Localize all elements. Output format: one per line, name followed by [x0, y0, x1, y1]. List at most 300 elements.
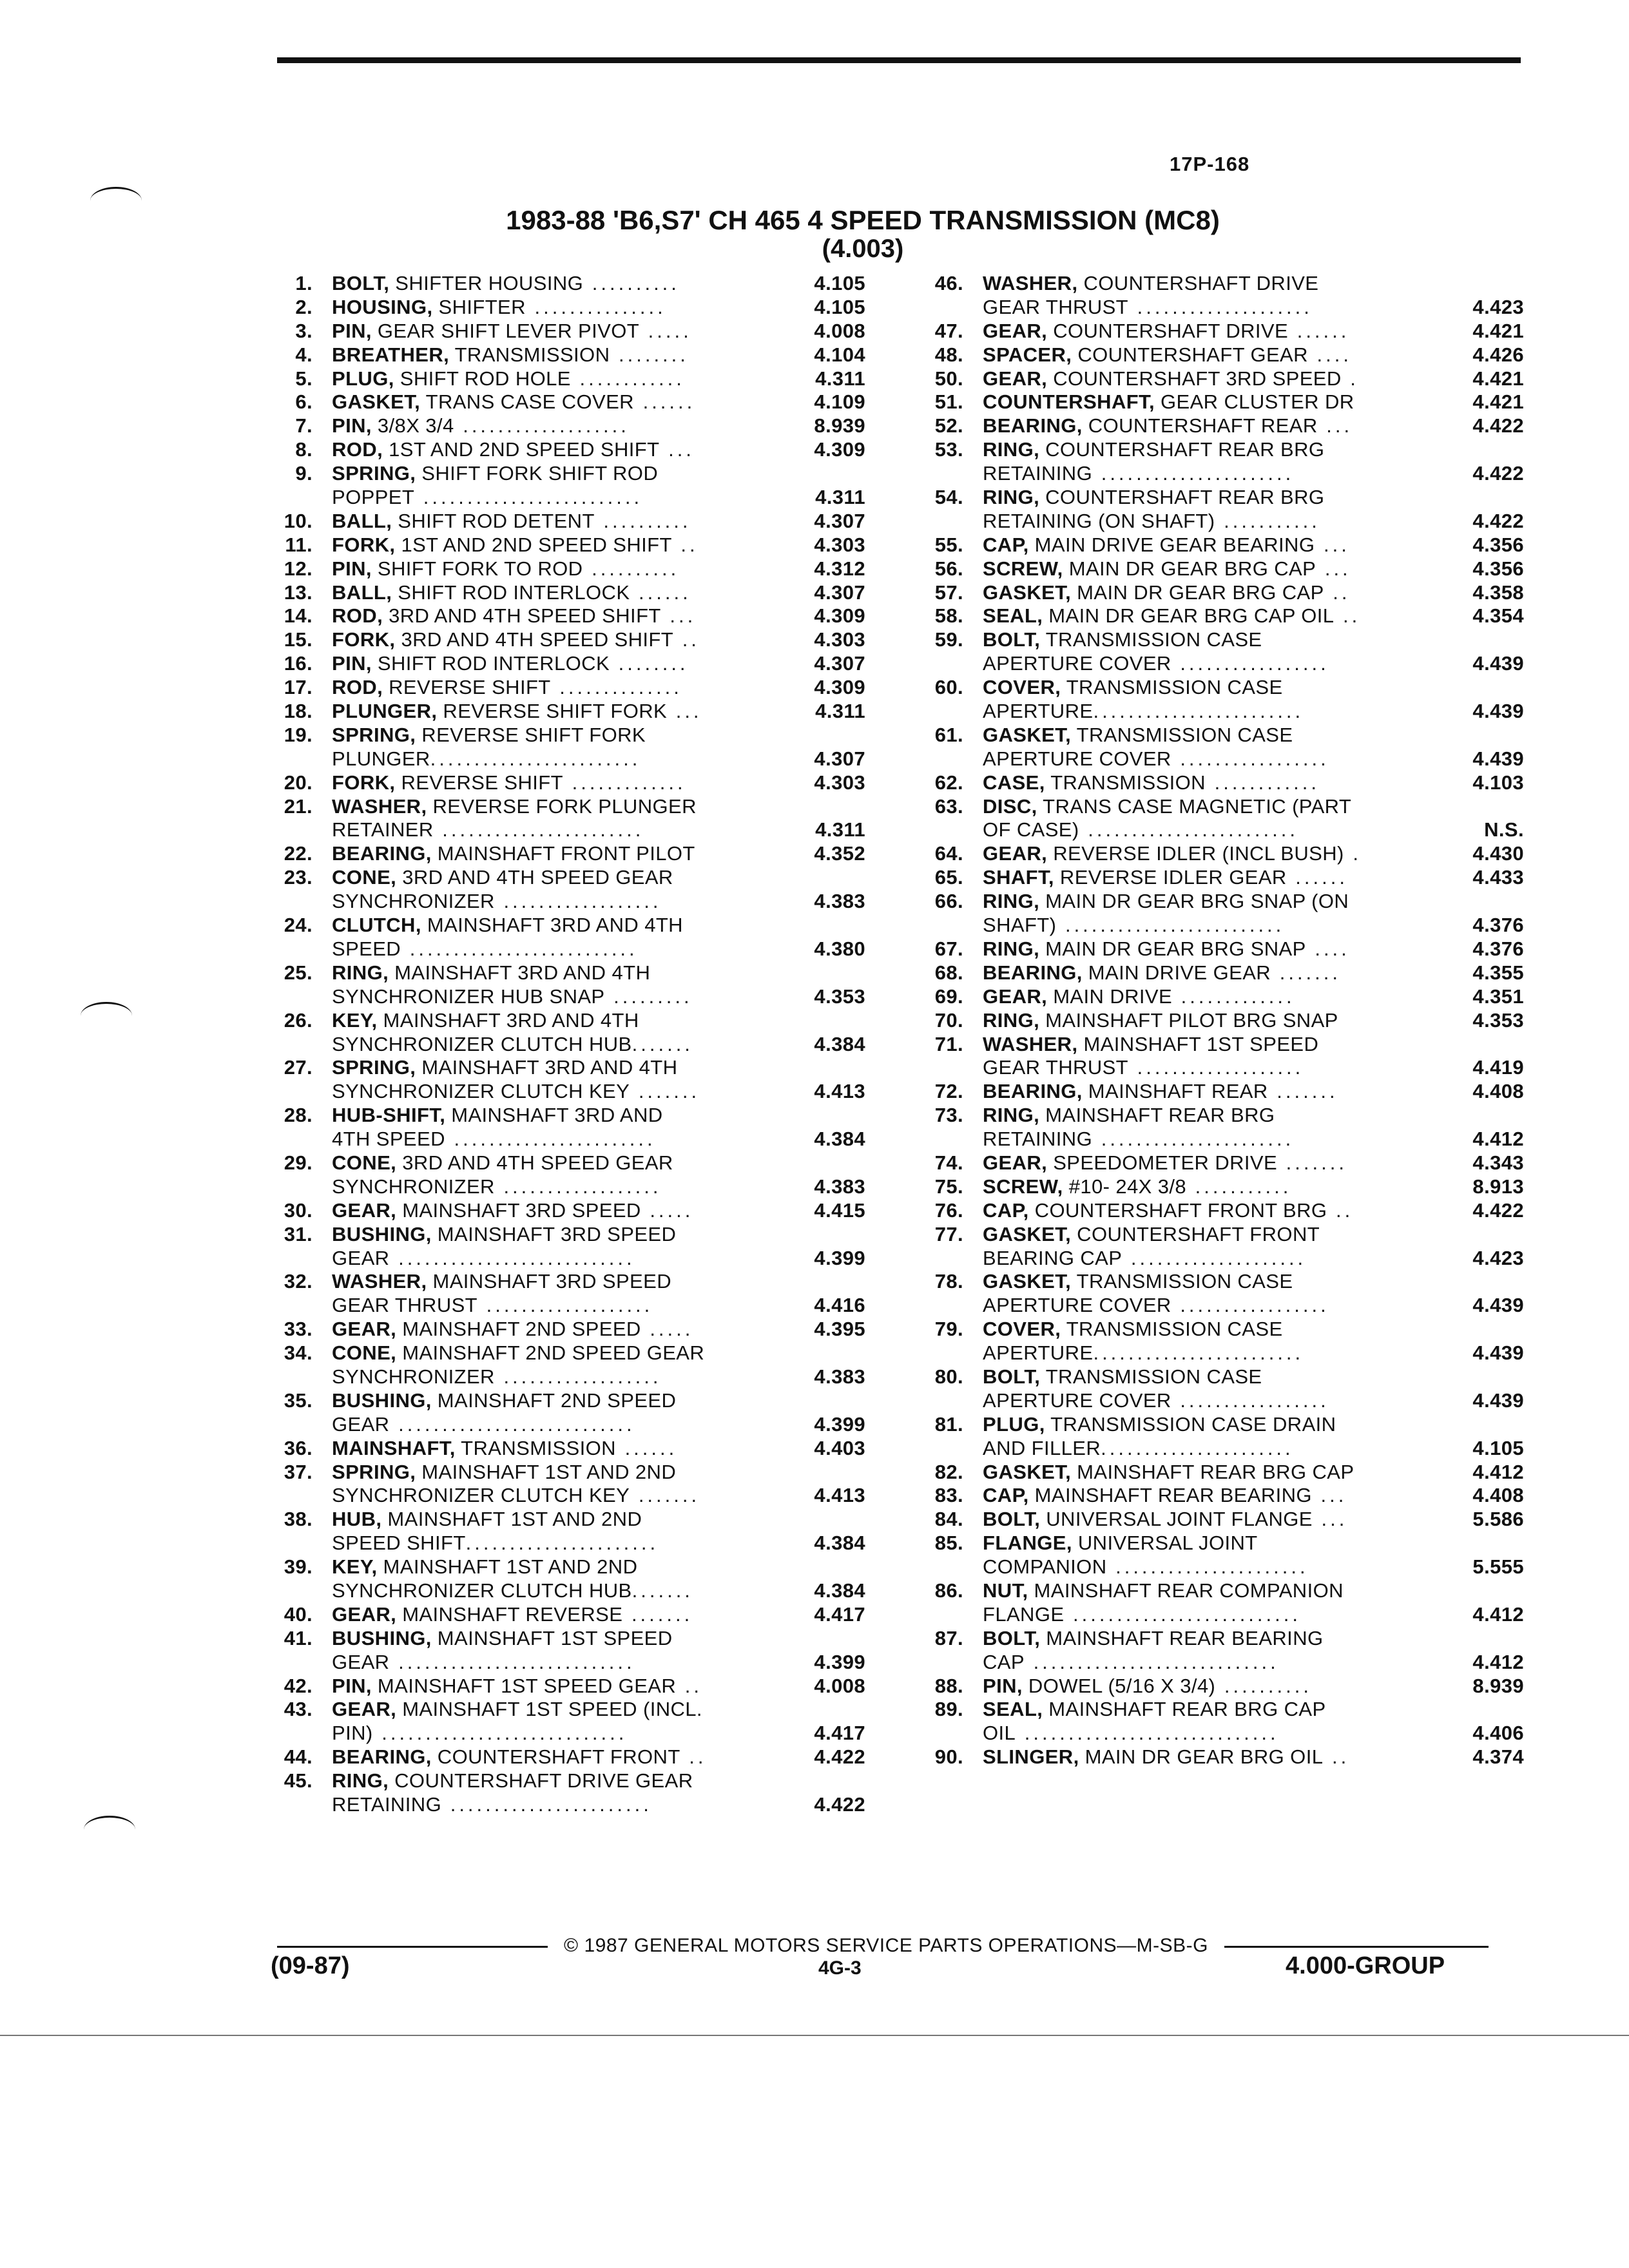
date-code: (09-87)	[271, 1952, 350, 1979]
dot-leader: .................	[1171, 1389, 1329, 1412]
part-row-continuation	[261, 1532, 873, 1555]
part-text: MAINSHAFT 3RD SPEED	[396, 1198, 641, 1222]
part-number: 38.	[284, 1508, 313, 1531]
part-row	[912, 320, 1534, 343]
part-number: 34.	[284, 1341, 313, 1365]
group-code: 4.356	[1472, 557, 1524, 580]
group-code: 4.311	[815, 700, 865, 723]
part-keyword: BREATHER,	[332, 343, 450, 366]
part-text: MAINSHAFT REVERSE	[396, 1602, 623, 1626]
part-keyword: CAP,	[983, 1198, 1029, 1222]
part-keyword: SLINGER,	[983, 1745, 1079, 1769]
part-description	[983, 1318, 1434, 1341]
part-description	[983, 914, 1434, 937]
part-row	[912, 1104, 1534, 1128]
part-text: SYNCHRONIZER	[332, 890, 495, 913]
part-number: 28.	[284, 1104, 313, 1127]
dot-leader: ..........	[594, 509, 691, 532]
part-row	[261, 1318, 873, 1341]
part-row	[261, 604, 873, 628]
part-row	[261, 1009, 873, 1033]
part-row	[912, 961, 1534, 985]
part-keyword: MAINSHAFT,	[332, 1436, 456, 1459]
part-keyword: COVER,	[983, 1318, 1061, 1341]
group-code: 4.380	[814, 937, 865, 960]
dot-leader: ......	[615, 1436, 678, 1459]
group-code: 4.307	[814, 581, 865, 604]
part-row-continuation	[261, 1247, 873, 1271]
part-text: UNIVERSAL JOINT FLANGE	[1040, 1508, 1313, 1531]
group-code: 4.303	[814, 771, 865, 794]
part-text: SYNCHRONIZER HUB SNAP	[332, 985, 605, 1008]
group-code: 4.395	[814, 1318, 865, 1341]
part-row	[912, 676, 1534, 700]
part-row	[912, 272, 1534, 296]
part-text: MAINSHAFT REAR	[1082, 1080, 1268, 1103]
part-row	[912, 1318, 1534, 1341]
part-row-continuation	[912, 1722, 1534, 1745]
part-row-continuation	[912, 1651, 1534, 1675]
part-text: SHIFTER	[432, 295, 526, 318]
punch-mark-middle	[81, 1002, 132, 1030]
part-text: AND FILLER	[983, 1436, 1101, 1459]
part-row-continuation	[912, 914, 1534, 937]
dot-leader: .......	[631, 1579, 693, 1602]
part-number: 52.	[934, 414, 963, 437]
part-number: 46.	[934, 272, 963, 294]
part-description	[983, 1532, 1434, 1555]
part-description	[983, 1745, 1434, 1769]
group-code: 4.406	[1472, 1722, 1524, 1745]
part-number: 17.	[284, 676, 313, 699]
part-row-continuation	[261, 937, 873, 961]
part-row	[261, 557, 873, 581]
group-code: 4.376	[1472, 937, 1524, 960]
dot-leader: .........	[604, 985, 693, 1008]
part-keyword: CLUTCH,	[332, 914, 421, 937]
part-row	[261, 700, 873, 724]
part-description	[983, 1223, 1434, 1247]
part-text: #10- 24X 3/8	[1063, 1175, 1187, 1198]
group-code: 4.104	[814, 343, 865, 366]
dot-leader: ...........................	[389, 1246, 635, 1269]
part-keyword: BEARING,	[983, 961, 1083, 984]
part-text: SYNCHRONIZER	[332, 1365, 495, 1388]
part-row	[912, 771, 1534, 795]
part-keyword: PLUG,	[332, 367, 394, 390]
part-number: 26.	[284, 1008, 313, 1032]
part-row	[261, 724, 873, 747]
group-code: 4.383	[814, 1175, 865, 1198]
part-text: MAIN DR GEAR BRG SNAP (ON	[1039, 890, 1349, 913]
part-text: 1ST AND 2ND SPEED SHIFT	[383, 438, 660, 461]
group-code: 4.303	[814, 628, 865, 651]
part-keyword: CONE,	[332, 1151, 397, 1174]
part-keyword: ROD,	[332, 676, 383, 699]
group-code: 4.421	[1472, 319, 1524, 342]
part-description	[983, 1413, 1434, 1437]
part-text: RETAINER	[332, 818, 434, 841]
part-text: APERTURE COVER	[983, 652, 1171, 675]
dot-leader: ..................	[494, 1365, 662, 1388]
part-text: SHIFT ROD DETENT	[392, 509, 595, 532]
part-text: 3RD AND 4TH SPEED SHIFT	[383, 604, 661, 628]
part-description	[983, 296, 1434, 320]
group-code: 4.311	[815, 818, 865, 841]
dot-leader: ........................	[430, 747, 641, 770]
part-description	[983, 1603, 1434, 1627]
part-keyword: KEY,	[332, 1008, 378, 1032]
part-row	[261, 1341, 873, 1365]
part-description	[983, 1627, 1434, 1651]
part-description	[983, 581, 1434, 605]
part-keyword: SEAL,	[983, 1698, 1043, 1721]
part-keyword: RING,	[983, 1104, 1040, 1127]
part-description	[983, 604, 1434, 628]
dot-leader: .................	[1171, 747, 1329, 770]
part-description	[983, 1651, 1434, 1675]
part-number: 86.	[934, 1579, 963, 1602]
group-code: 4.008	[814, 319, 865, 342]
group-code: 4.417	[814, 1602, 865, 1626]
part-row	[912, 533, 1534, 557]
part-number: 8.	[295, 438, 313, 461]
part-keyword: SPRING,	[332, 1460, 416, 1483]
part-text: SHIFT ROD HOLE	[394, 367, 571, 390]
dot-leader: ..........	[583, 272, 680, 294]
part-keyword: PLUNGER,	[332, 700, 438, 723]
part-description	[983, 1722, 1434, 1745]
group-code: 4.439	[1472, 700, 1524, 723]
group-code: 4.309	[814, 438, 865, 461]
group-code: 4.422	[814, 1793, 865, 1816]
part-keyword: BALL,	[332, 509, 392, 532]
group-code: 4.376	[1472, 914, 1524, 937]
part-text: SYNCHRONIZER	[332, 1175, 495, 1198]
dot-leader: ...	[667, 700, 702, 723]
part-keyword: BOLT,	[983, 1626, 1041, 1649]
dot-leader: ...........	[1215, 509, 1320, 532]
part-row	[261, 914, 873, 937]
part-row	[912, 557, 1534, 581]
dot-leader: ......................	[1101, 1436, 1294, 1459]
dot-leader: ...	[1315, 533, 1350, 556]
part-number: 9.	[295, 462, 313, 485]
part-text: SPEED	[332, 937, 401, 960]
part-text: GEAR CLUSTER DR	[1154, 390, 1354, 414]
part-text: MAINSHAFT 1ST SPEED GEAR	[371, 1674, 677, 1697]
part-row	[912, 890, 1534, 914]
part-row	[912, 1080, 1534, 1104]
part-text: MAINSHAFT 2ND SPEED	[431, 1389, 677, 1412]
group-code: 4.352	[814, 842, 865, 865]
part-row	[912, 628, 1534, 652]
part-description	[983, 985, 1434, 1009]
part-number: 3.	[295, 319, 313, 342]
dot-leader: .	[1344, 842, 1362, 865]
part-text: COUNTERSHAFT REAR BRG	[1039, 486, 1325, 509]
part-number: 1.	[295, 272, 313, 294]
dot-leader: ..	[1334, 604, 1361, 628]
group-code: 4.351	[1472, 985, 1524, 1008]
part-keyword: HOUSING,	[332, 295, 433, 318]
part-keyword: BUSHING,	[332, 1626, 432, 1649]
top-rule	[277, 57, 1521, 63]
part-keyword: PIN,	[332, 319, 372, 342]
part-keyword: RING,	[983, 438, 1040, 461]
part-number: 58.	[934, 604, 963, 628]
group-code: 4.423	[1472, 1246, 1524, 1269]
group-code: 5.586	[1472, 1508, 1524, 1531]
part-description	[983, 1389, 1434, 1413]
part-row-continuation	[261, 1722, 873, 1745]
group-code: N.S.	[1484, 818, 1524, 841]
part-text: COUNTERSHAFT FRONT	[431, 1745, 680, 1769]
part-number: 83.	[934, 1484, 963, 1507]
part-number: 15.	[284, 628, 313, 651]
dot-leader: ..	[680, 1745, 707, 1769]
part-row-continuation	[912, 1603, 1534, 1627]
group-code: 4.412	[1472, 1460, 1524, 1483]
part-number: 64.	[934, 842, 963, 865]
part-text: MAIN DRIVE GEAR	[1082, 961, 1271, 984]
part-keyword: FORK,	[332, 533, 396, 556]
part-keyword: BEARING,	[983, 1080, 1083, 1103]
part-text: SHIFTER HOUSING	[389, 272, 584, 294]
part-number: 27.	[284, 1056, 313, 1079]
part-row	[261, 462, 873, 486]
part-keyword: CASE,	[983, 771, 1045, 794]
part-row	[261, 272, 873, 296]
dot-leader: .........................	[1056, 914, 1285, 937]
dot-leader: ........	[610, 343, 689, 366]
group-code: 4.399	[814, 1412, 865, 1436]
group-code: 4.422	[1472, 1198, 1524, 1222]
part-number: 31.	[284, 1222, 313, 1245]
dot-leader: .......	[630, 1080, 700, 1103]
part-number: 48.	[934, 343, 963, 366]
part-row	[912, 1508, 1534, 1532]
group-code: 4.105	[1472, 1436, 1524, 1459]
group-code: 4.307	[814, 652, 865, 675]
dot-leader: ...........	[1186, 1175, 1292, 1198]
part-row	[261, 414, 873, 438]
part-keyword: ROD,	[332, 604, 383, 628]
part-row	[912, 1009, 1534, 1033]
dot-leader: ......	[1288, 319, 1350, 342]
part-row-continuation	[912, 1128, 1534, 1151]
group-code: 5.555	[1472, 1555, 1524, 1579]
part-row-continuation	[912, 1555, 1534, 1579]
part-number: 57.	[934, 581, 963, 604]
part-row	[912, 604, 1534, 628]
dot-leader: .......	[630, 1484, 700, 1507]
part-text: TRANSMISSION CASE	[1040, 628, 1262, 651]
part-number: 33.	[284, 1318, 313, 1341]
part-row-continuation	[261, 890, 873, 914]
part-text: 3/8X 3/4	[371, 414, 454, 437]
group-code: 4.415	[814, 1198, 865, 1222]
bottom-rule	[0, 2035, 1629, 2036]
part-keyword: SHAFT,	[983, 866, 1054, 889]
part-description	[983, 961, 1434, 985]
part-row-continuation	[912, 1389, 1534, 1413]
dot-leader: ...	[1316, 557, 1351, 580]
part-text: MAINSHAFT 3RD AND 4TH	[389, 961, 651, 984]
part-row	[912, 1151, 1534, 1175]
part-keyword: BUSHING,	[332, 1389, 432, 1412]
part-text: TRANSMISSION CASE DRAIN	[1045, 1412, 1336, 1436]
part-text: COUNTERSHAFT 3RD SPEED	[1047, 367, 1342, 390]
part-description	[983, 414, 1434, 438]
part-keyword: CAP,	[983, 1484, 1029, 1507]
group-code: 4.430	[1472, 842, 1524, 865]
part-row	[261, 1389, 873, 1413]
part-row	[912, 1698, 1534, 1722]
part-row	[261, 1769, 873, 1793]
part-row	[261, 510, 873, 533]
dot-leader: ..........	[583, 557, 680, 580]
part-row	[912, 842, 1534, 866]
part-row	[261, 1151, 873, 1175]
parts-list-right-column	[912, 272, 1534, 1769]
part-keyword: GEAR,	[983, 367, 1048, 390]
part-number: 7.	[295, 414, 313, 437]
group-code: 4.384	[814, 1532, 865, 1555]
dot-leader: ....	[1307, 343, 1352, 366]
part-text: GEAR	[332, 1246, 390, 1269]
dot-leader: ..........................	[1064, 1602, 1301, 1626]
part-text: COUNTERSHAFT FRONT BRG	[1028, 1198, 1327, 1222]
part-number: 67.	[934, 937, 963, 960]
part-number: 90.	[934, 1745, 963, 1769]
dot-leader: .......	[622, 1602, 693, 1626]
part-keyword: SPRING,	[332, 723, 416, 746]
part-text: COMPANION	[983, 1555, 1107, 1579]
part-text: REVERSE FORK PLUNGER	[427, 794, 697, 818]
part-number: 47.	[934, 319, 963, 342]
part-text: MAINSHAFT 1ST AND 2ND	[381, 1508, 642, 1531]
part-row-continuation	[261, 1033, 873, 1057]
part-number: 20.	[284, 771, 313, 794]
part-keyword: ROD,	[332, 438, 383, 461]
part-row	[261, 628, 873, 652]
group-code: 4.421	[1472, 390, 1524, 414]
part-number: 41.	[284, 1626, 313, 1649]
part-row	[261, 1461, 873, 1485]
part-row	[261, 533, 873, 557]
part-row	[261, 1627, 873, 1651]
part-text: TRANSMISSION CASE	[1061, 1318, 1283, 1341]
part-description	[983, 1199, 1434, 1223]
part-keyword: SPRING,	[332, 1056, 416, 1079]
group-code: 4.422	[1472, 462, 1524, 485]
part-row-continuation	[912, 1437, 1534, 1461]
dot-leader: .............	[563, 771, 686, 794]
part-number: 35.	[284, 1389, 313, 1412]
part-row	[912, 438, 1534, 462]
part-keyword: COUNTERSHAFT,	[983, 390, 1155, 414]
part-text: TRANS CASE MAGNETIC (PART	[1037, 794, 1352, 818]
part-row-continuation	[261, 1579, 873, 1603]
part-row	[912, 795, 1534, 819]
part-text: COUNTERSHAFT FRONT	[1071, 1222, 1320, 1245]
part-number: 53.	[934, 438, 963, 461]
part-keyword: BEARING,	[332, 1745, 432, 1769]
part-description	[983, 1698, 1434, 1722]
dot-leader: .......................	[433, 818, 644, 841]
part-description	[983, 1080, 1434, 1104]
copyright-notice: © 1987 GENERAL MOTORS SERVICE PARTS OPERATIONS—M-SB-G	[564, 1935, 1208, 1956]
part-row-continuation	[912, 700, 1534, 724]
part-text: COUNTERSHAFT GEAR	[1072, 343, 1308, 366]
part-keyword: FLANGE,	[983, 1532, 1072, 1555]
part-row-continuation	[912, 747, 1534, 771]
part-text: MAINSHAFT 3RD SPEED	[431, 1222, 677, 1245]
page-subtitle: (4.003)	[822, 235, 904, 263]
part-row	[912, 486, 1534, 510]
part-row-continuation	[261, 1793, 873, 1817]
group-code: 4.312	[814, 557, 865, 580]
part-text: SPEED SHIFT	[332, 1532, 466, 1555]
group-label: 4.000-GROUP	[1286, 1952, 1445, 1979]
group-code: 4.408	[1472, 1484, 1524, 1507]
part-row-continuation	[261, 1651, 873, 1675]
punch-mark-bottom	[84, 1816, 135, 1843]
part-row	[912, 1745, 1534, 1769]
dot-leader: .......	[1268, 1080, 1338, 1103]
group-code: 4.384	[814, 1128, 865, 1151]
part-keyword: COVER,	[983, 676, 1061, 699]
part-row	[912, 985, 1534, 1009]
part-keyword: BOLT,	[332, 272, 390, 294]
part-keyword: BEARING,	[332, 842, 432, 865]
part-row-continuation	[261, 1128, 873, 1151]
part-keyword: PIN,	[332, 557, 372, 580]
part-text: POPPET	[332, 486, 415, 509]
part-keyword: GASKET,	[983, 1222, 1072, 1245]
part-row	[261, 866, 873, 890]
part-keyword: GEAR,	[983, 842, 1048, 865]
dot-leader: .....	[641, 1318, 694, 1341]
part-number: 51.	[934, 390, 963, 414]
part-keyword: WASHER,	[983, 272, 1078, 294]
group-code: 4.413	[814, 1484, 865, 1507]
part-description	[983, 1365, 1434, 1389]
part-text: APERTURE COVER	[983, 1389, 1171, 1412]
part-text: REVERSE IDLER (INCL BUSH)	[1047, 842, 1344, 865]
part-description	[983, 438, 1434, 462]
part-row	[912, 1579, 1534, 1603]
part-number: 42.	[284, 1674, 313, 1697]
dot-leader: ....	[1306, 937, 1350, 960]
part-keyword: GASKET,	[983, 1270, 1072, 1293]
part-number: 54.	[934, 486, 963, 509]
part-number: 18.	[284, 700, 313, 723]
part-text: OF CASE)	[983, 818, 1079, 841]
group-code: 8.939	[1472, 1674, 1524, 1697]
part-number: 56.	[934, 557, 963, 580]
part-number: 19.	[284, 723, 313, 746]
part-keyword: NUT,	[983, 1579, 1028, 1602]
part-text: MAINSHAFT 1ST SPEED (INCL.	[396, 1698, 702, 1721]
part-text: RETAINING (ON SHAFT)	[983, 509, 1215, 532]
part-number: 6.	[295, 390, 313, 414]
part-keyword: GASKET,	[983, 1460, 1072, 1483]
part-number: 75.	[934, 1175, 963, 1198]
part-text: SHAFT)	[983, 914, 1057, 937]
dot-leader: ...	[1317, 414, 1353, 437]
